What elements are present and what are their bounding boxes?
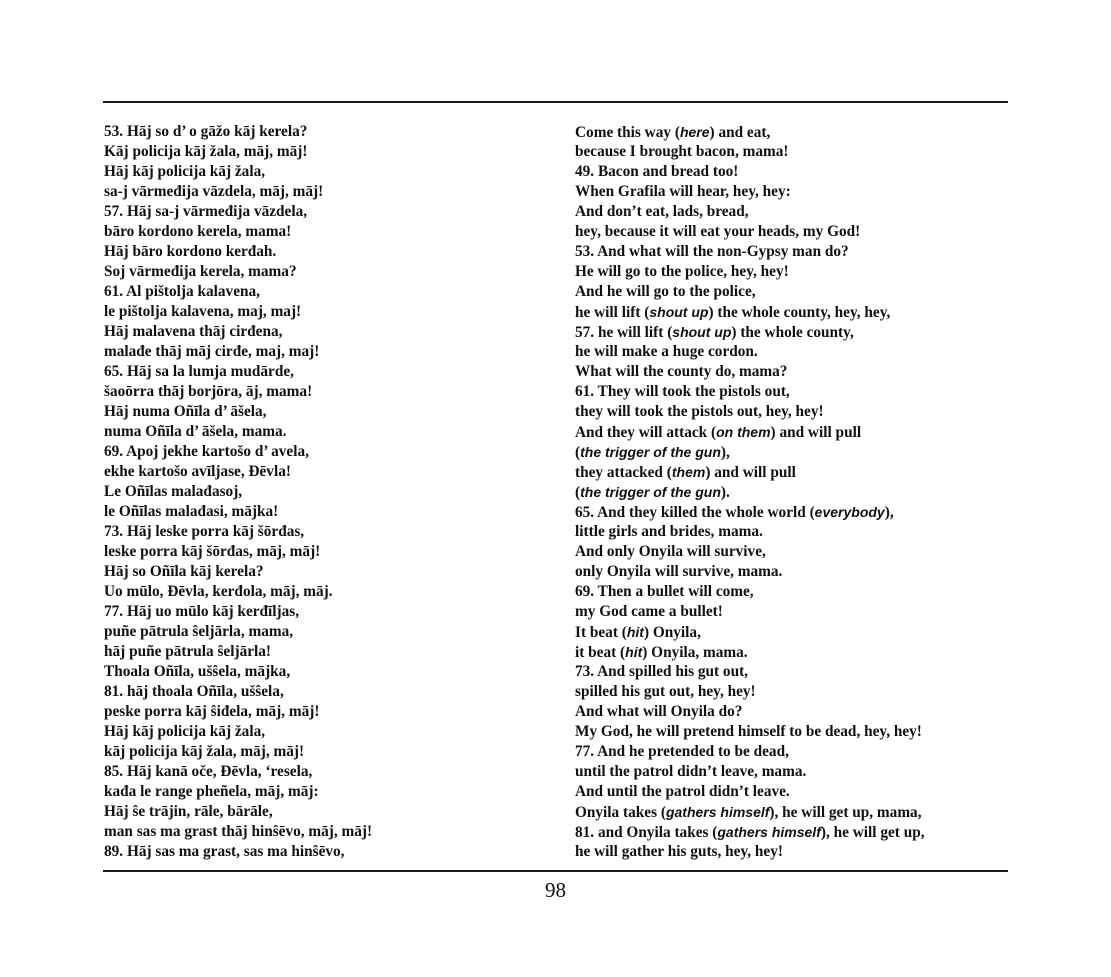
text-segment: And they will attack ( bbox=[575, 424, 717, 441]
translation-line bbox=[575, 642, 1007, 662]
text-segment: little girls and brides, mama. bbox=[575, 523, 763, 540]
translation-line bbox=[575, 842, 1007, 862]
verse-line: Hāj numa Oñīla d’ āšela, bbox=[104, 403, 267, 420]
verse-line: 85. Hāj kanā oče, Đēvla, ‘resela, bbox=[104, 763, 313, 780]
translation-line bbox=[575, 342, 1007, 362]
italic-gloss: the trigger of the gun bbox=[580, 484, 721, 500]
text-segment: he will lift ( bbox=[575, 304, 650, 321]
text-segment: ), bbox=[720, 444, 730, 461]
italic-gloss: gathers himself bbox=[665, 804, 770, 820]
text-segment: 57. he will lift ( bbox=[575, 324, 673, 341]
verse-line: 65. Hāj sa la lumja mudārde, bbox=[104, 363, 294, 380]
text-segment: 73. And spilled his gut out, bbox=[575, 663, 749, 680]
top-rule bbox=[103, 101, 1008, 103]
translation-line bbox=[575, 542, 1007, 562]
verse-line: le pištolja kalavena, maj, maj! bbox=[104, 303, 302, 320]
text-segment: 65. And they killed the whole world ( bbox=[575, 504, 815, 521]
italic-gloss: hit bbox=[625, 644, 643, 660]
verse-line: Hāj ŝe trājin, rāle, bārāle, bbox=[104, 803, 273, 820]
text-segment: ) and will pull bbox=[705, 464, 796, 481]
text-segment: 53. And what will the non-Gypsy man do? bbox=[575, 243, 849, 260]
translation-line bbox=[575, 662, 1007, 682]
translation-line bbox=[575, 742, 1007, 762]
verse-line: Le Oñīlas malađasoj, bbox=[104, 483, 243, 500]
english-translation-column bbox=[575, 122, 1007, 862]
text-segment: spilled his gut out, hey, hey! bbox=[575, 683, 756, 700]
verse-line: Hāj malavena thāj cirđena, bbox=[104, 323, 283, 340]
translation-line bbox=[575, 162, 1007, 182]
translation-line bbox=[575, 362, 1007, 382]
translation-line bbox=[575, 722, 1007, 742]
verse-line: hāj puñe pātrula ŝeljārla! bbox=[104, 643, 271, 660]
text-segment: And he will go to the police, bbox=[575, 283, 756, 300]
text-segment: 69. Then a bullet will come, bbox=[575, 583, 754, 600]
translation-line bbox=[575, 622, 1007, 642]
translation-line bbox=[575, 422, 1007, 442]
text-segment: Onyila takes ( bbox=[575, 804, 666, 821]
verse-line: Hāj kāj policija kāj žala, bbox=[104, 723, 266, 740]
translation-line bbox=[575, 282, 1007, 302]
translation-line bbox=[575, 462, 1007, 482]
text-segment: ( bbox=[575, 484, 581, 501]
italic-gloss: gathers himself bbox=[717, 824, 821, 840]
text-segment: ) and eat, bbox=[709, 124, 771, 141]
text-segment: ), he will get up, bbox=[820, 824, 925, 841]
text-segment: ( bbox=[575, 444, 581, 461]
translation-line bbox=[575, 582, 1007, 602]
text-segment: ), he will get up, mama, bbox=[769, 804, 922, 821]
translation-line bbox=[575, 222, 1007, 242]
text-segment: When Grafila will hear, hey, hey: bbox=[575, 183, 791, 200]
text-segment: 61. They will took the pistols out, bbox=[575, 383, 790, 400]
text-segment: ) the whole county, bbox=[731, 324, 854, 341]
verse-line: Thoala Oñīla, ušŝela, mājka, bbox=[104, 663, 291, 680]
text-segment: they attacked ( bbox=[575, 464, 672, 481]
verse-line: 61. Al pištolja kalavena, bbox=[104, 283, 260, 300]
text-segment: because I brought bacon, mama! bbox=[575, 143, 789, 160]
verse-line: leske porra kāj šōrđas, māj, māj! bbox=[104, 543, 321, 560]
translation-line bbox=[575, 602, 1007, 622]
translation-line bbox=[575, 262, 1007, 282]
translation-line bbox=[575, 382, 1007, 402]
text-segment: He will go to the police, hey, hey! bbox=[575, 263, 789, 280]
translation-line bbox=[575, 442, 1007, 462]
text-segment: ) Onyila, bbox=[643, 624, 701, 641]
text-segment: ) and will pull bbox=[770, 424, 862, 441]
translation-line bbox=[575, 322, 1007, 342]
text-segment: ) the whole county, hey, hey, bbox=[708, 304, 891, 321]
translation-line bbox=[575, 802, 1007, 822]
verse-line: Soj vārmeđija kerela, mama? bbox=[104, 263, 297, 280]
verse-line: malađe thāj māj cirđe, maj, maj! bbox=[104, 343, 320, 360]
verse-line: 73. Hāj leske porra kāj šōrđas, bbox=[104, 523, 305, 540]
verse-line: 53. Hāj so d’ o gāžo kāj kerela? bbox=[104, 123, 308, 140]
translation-line bbox=[575, 682, 1007, 702]
text-segment: Come this way ( bbox=[575, 124, 680, 141]
text-segment: And don’t eat, lads, bread, bbox=[575, 203, 749, 220]
text-segment: And until the patrol didn’t leave. bbox=[575, 783, 790, 800]
romani-text-column bbox=[104, 122, 544, 862]
translation-line bbox=[575, 182, 1007, 202]
translation-line bbox=[575, 782, 1007, 802]
verse-line: bāro kordono kerela, mama! bbox=[104, 223, 292, 240]
text-segment: 49. Bacon and bread too! bbox=[575, 163, 739, 180]
verse-line: 89. Hāj sas ma grast, sas ma hinŝēvo, bbox=[104, 843, 345, 860]
text-segment: And only Onyila will survive, bbox=[575, 543, 766, 560]
text-segment: he will make a huge cordon. bbox=[575, 343, 758, 360]
verse-line: ekhe kartošo avīljase, Đēvla! bbox=[104, 463, 291, 480]
translation-line bbox=[575, 122, 1007, 142]
text-segment: they will took the pistols out, hey, hey! bbox=[575, 403, 824, 420]
text-segment: ) Onyila, mama. bbox=[642, 644, 748, 661]
verse-line: puñe pātrula ŝeljārla, mama, bbox=[104, 623, 294, 640]
italic-gloss: shout up bbox=[672, 324, 732, 340]
verse-line: peske porra kāj ŝiđela, māj, māj! bbox=[104, 703, 320, 720]
verse-line: 57. Hāj sa-j vārmeđija vāzdela, bbox=[104, 203, 308, 220]
translation-line bbox=[575, 142, 1007, 162]
page-number: 98 bbox=[545, 878, 566, 902]
verse-line: Hāj kāj policija kāj žala, bbox=[104, 163, 266, 180]
text-segment: What will the county do, mama? bbox=[575, 363, 788, 380]
italic-gloss: everybody bbox=[814, 504, 885, 520]
text-segment: only Onyila will survive, mama. bbox=[575, 563, 783, 580]
text-segment: 81. and Onyila takes ( bbox=[575, 824, 718, 841]
verse-line: Kāj policija kāj žala, māj, māj! bbox=[104, 143, 308, 160]
italic-gloss: the trigger of the gun bbox=[580, 444, 721, 460]
verse-line: kāj policija kāj žala, māj, māj! bbox=[104, 743, 305, 760]
translation-line bbox=[575, 522, 1007, 542]
verse-line: Hāj bāro kordono kerđah. bbox=[104, 243, 277, 260]
text-segment: until the patrol didn’t leave, mama. bbox=[575, 763, 807, 780]
bottom-rule bbox=[103, 870, 1008, 872]
verse-line: 81. hāj thoala Oñīla, ušŝela, bbox=[104, 683, 284, 700]
verse-line: numa Oñīla d’ āšela, mama. bbox=[104, 423, 287, 440]
text-segment: my God came a bullet! bbox=[575, 603, 723, 620]
translation-line bbox=[575, 482, 1007, 502]
translation-line bbox=[575, 702, 1007, 722]
verse-line: Uo mūlo, Đēvla, kerđola, māj, māj. bbox=[104, 583, 333, 600]
translation-line bbox=[575, 302, 1007, 322]
italic-gloss: them bbox=[671, 464, 706, 480]
italic-gloss: shout up bbox=[649, 304, 709, 320]
translation-line bbox=[575, 822, 1007, 842]
text-segment: And what will Onyila do? bbox=[575, 703, 743, 720]
text-segment: it beat ( bbox=[575, 644, 626, 661]
italic-gloss: hit bbox=[626, 624, 644, 640]
translation-line bbox=[575, 402, 1007, 422]
verse-line: šaoōrra thāj borjōra, āj, mama! bbox=[104, 383, 313, 400]
verse-line: Hāj so Oñīla kāj kerela? bbox=[104, 563, 264, 580]
italic-gloss: on them bbox=[716, 424, 771, 440]
text-segment: ). bbox=[720, 484, 730, 501]
verse-line: kađa le range pheñela, māj, māj: bbox=[104, 783, 319, 800]
translation-line bbox=[575, 562, 1007, 582]
translation-line bbox=[575, 202, 1007, 222]
text-segment: My God, he will pretend himself to be dead, hey, hey! bbox=[575, 723, 922, 740]
text-segment: It beat ( bbox=[575, 624, 627, 641]
verse-line: le Oñīlas malađasi, mājka! bbox=[104, 503, 279, 520]
verse-line: 77. Hāj uo mūlo kāj kerđīljas, bbox=[104, 603, 300, 620]
translation-line bbox=[575, 242, 1007, 262]
translation-line bbox=[575, 502, 1007, 522]
verse-line: 69. Apoj jekhe kartošo d’ avela, bbox=[104, 443, 309, 460]
verse-line: man sas ma grast thāj hinŝēvo, māj, māj! bbox=[104, 823, 373, 840]
text-segment: ), bbox=[884, 504, 894, 521]
text-segment: 77. And he pretended to be dead, bbox=[575, 743, 789, 760]
text-segment: he will gather his guts, hey, hey! bbox=[575, 843, 783, 860]
translation-line bbox=[575, 762, 1007, 782]
verse-line: sa-j vārmeđija vāzdela, māj, māj! bbox=[104, 183, 324, 200]
text-segment: hey, because it will eat your heads, my God! bbox=[575, 223, 861, 240]
italic-gloss: here bbox=[679, 124, 710, 140]
